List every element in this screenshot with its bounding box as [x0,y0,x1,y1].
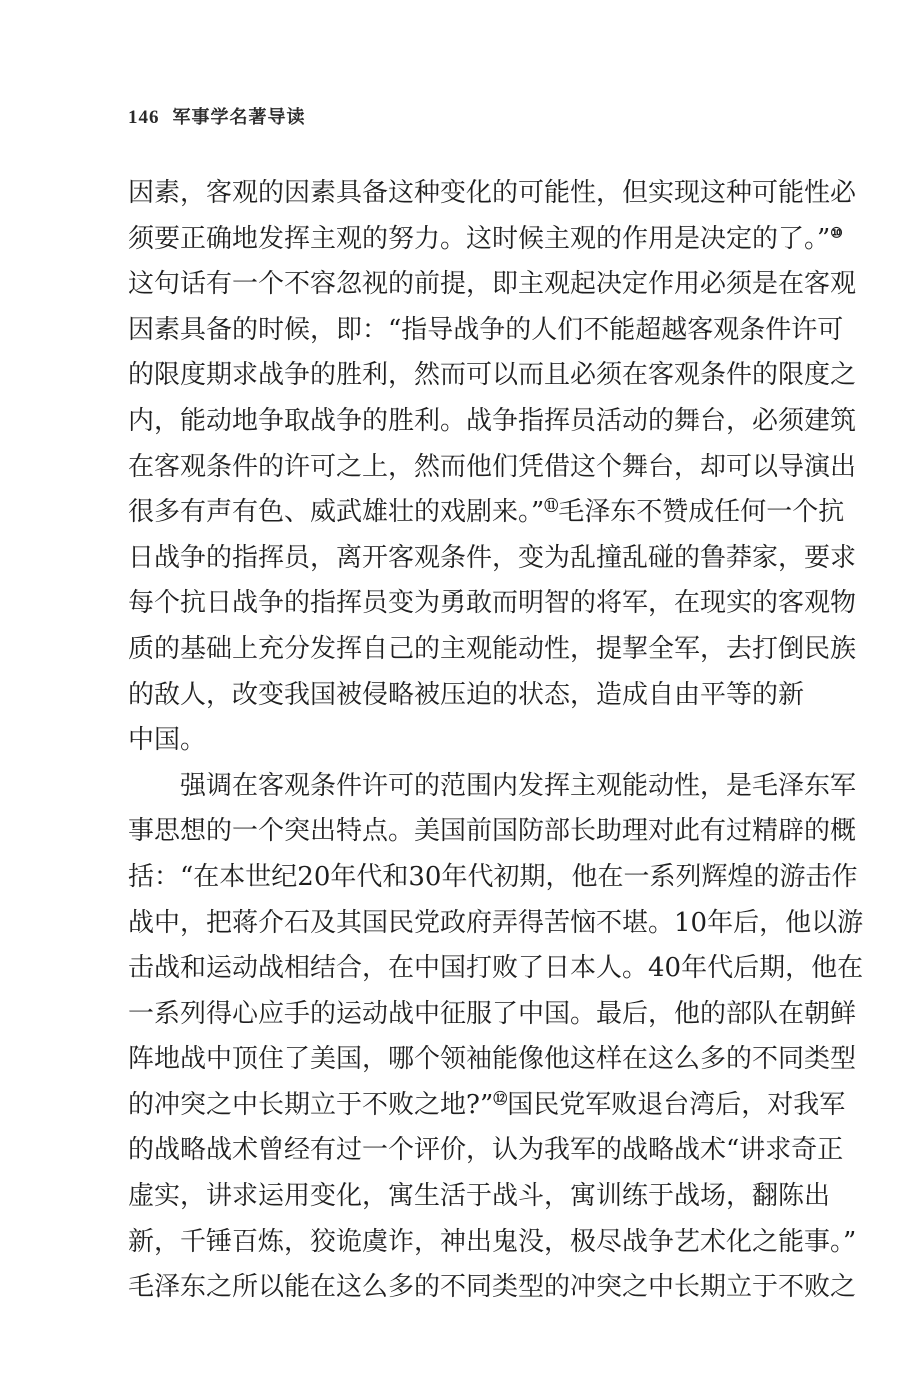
text-line: 毛泽东之所以能在这么多的不同类型的冲突之中长期立于不败之 [128,1272,857,1303]
text-line: 中国。 [128,725,207,756]
text-line: 日战争的指挥员，离开客观条件，变为乱撞乱碰的鲁莽家，要求 [128,542,857,573]
text-line: 每个抗日战争的指挥员变为勇敢而明智的将军，在现实的客观物 [128,588,857,619]
text-line: 的战略战术曾经有过一个评价，认为我军的战略战术“讲求奇正 [128,1135,844,1166]
text-segment: 的冲突之中长期立于不败之地?” [128,1089,494,1120]
text-line: 括：“在本世纪20年代和30年代初期，他在一系列辉煌的游击作 [128,861,858,892]
text-line: 新，千锤百炼，狡诡虞诈，神出鬼没，极尽战争艺术化之能事。” [128,1226,857,1257]
text-line: 质的基础上充分发挥自己的主观能动性，提挈全军，去打倒民族 [128,633,857,664]
text-line: 虚实，讲求运用变化，寓生活于战斗，寓训练于战场，翻陈出 [128,1181,831,1212]
text-line: 阵地战中顶住了美国，哪个领袖能像他这样在这么多的不同类型 [128,1044,857,1075]
text-line: 战中，把蒋介石及其国民党政府弄得苦恼不堪。10年后，他以游 [128,907,864,938]
text-segment: 须要正确地发挥主观的努力。这时候主观的作用是决定的了。” [128,223,831,254]
text-line: 的限度期求战争的胜利，然而可以而且必须在客观条件的限度之 [128,360,857,391]
page-header [128,103,306,129]
page-number: 146 [128,107,160,128]
text-segment: 很多有声有色、威武雄壮的戏剧来。” [128,497,545,528]
body-text [128,174,864,1314]
text-line: 在客观条件的许可之上，然而他们凭借这个舞台，却可以导演出 [128,451,857,482]
text-line: 内，能动地争取战争的胜利。战争指挥员活动的舞台，必须建筑 [128,405,857,436]
text-line [128,1086,846,1132]
footnote-marker: ⑫ [493,1091,508,1108]
running-title: 军事学名著导读 [172,107,306,128]
text-line [128,493,845,539]
text-line: 因素，客观的因素具备这种变化的可能性，但实现这种可能性必 [128,178,857,208]
footnote-marker: ⑩ [830,224,843,241]
text-line: 的敌人，改变我国被侵略被压迫的状态，造成自由平等的新 [128,679,805,710]
text-line: 击战和运动战相结合，在中国打败了日本人。40年代后期，他在 [128,953,864,984]
text-line [128,220,843,266]
footnote-marker: ⑪ [544,498,559,515]
text-line: 这句话有一个不容忽视的前提，即主观起决定作用必须是在客观 [128,269,857,300]
paragraph-first-line: 强调在客观条件许可的范围内发挥主观能动性，是毛泽东军 [180,770,857,801]
text-segment: 毛泽东不赞成任何一个抗 [558,497,845,528]
text-segment: 国民党军败退台湾后，对我军 [507,1089,846,1120]
text-line: 因素具备的时候，即：“指导战争的人们不能超越客观条件许可 [128,314,844,345]
text-line: 一系列得心应手的运动战中征服了中国。最后，他的部队在朝鲜 [128,998,857,1029]
text-line: 事思想的一个突出特点。美国前国防部长助理对此有过精辟的概 [128,816,857,847]
